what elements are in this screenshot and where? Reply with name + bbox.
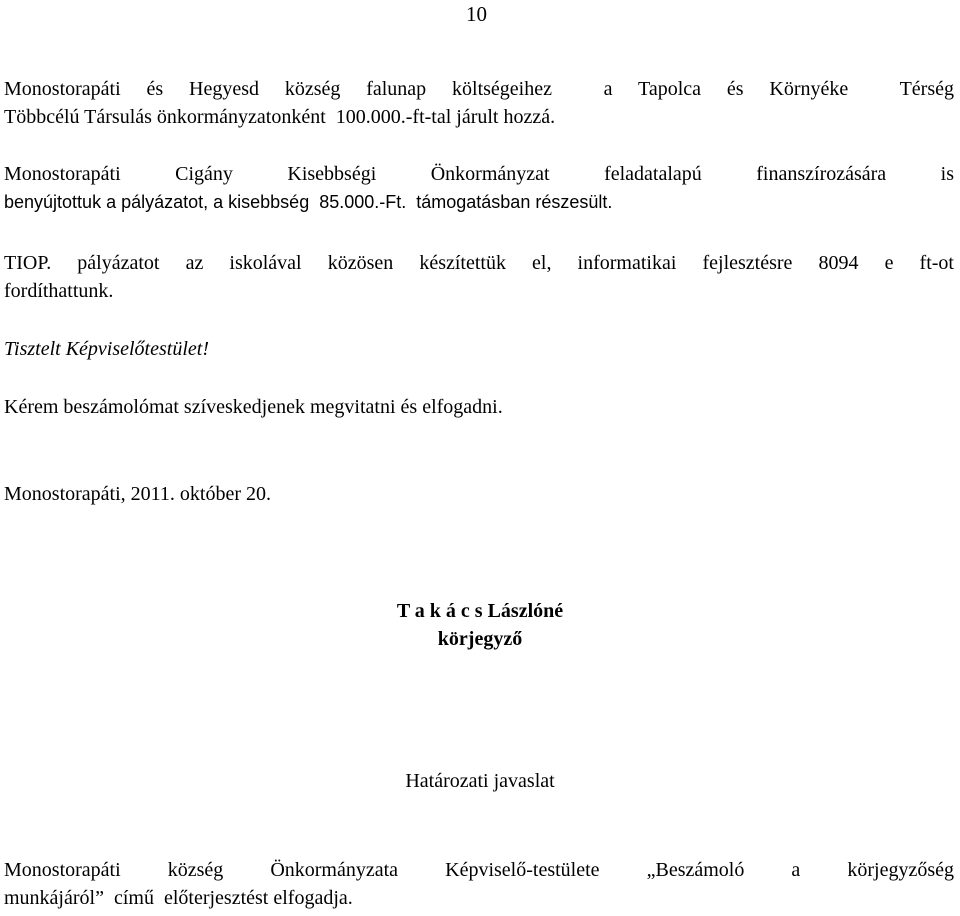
paragraph-kisebbsegi <box>4 160 954 216</box>
signature-name: T a k á c s Lászlóné <box>396 600 564 622</box>
proposal-heading: Határozati javaslat <box>405 770 555 792</box>
paragraph-line: fordíthattunk. <box>4 280 114 302</box>
salutation: Tisztelt Képviselőtestület! <box>4 338 209 360</box>
signature-title: körjegyző <box>437 628 523 650</box>
paragraph-line: Monostorapáti község Önkormányzata Képviselő-testülete „Beszámoló a körjegyzőség <box>4 859 954 881</box>
paragraph-falunap <box>4 75 954 131</box>
paragraph-line: benyújtottuk a pályázatot, a kisebbség 85.000.-Ft. támogatásban részesült. <box>4 192 613 212</box>
date-place: Monostorapáti, 2011. október 20. <box>4 483 272 505</box>
paragraph-line: munkájáról” című előterjesztést elfogadja. <box>4 887 353 909</box>
paragraph-line: TIOP. pályázatot az iskolával közösen készítettük el, informatikai fejlesztésre 8094 e ft-ot <box>4 252 954 274</box>
page-number: 10 <box>466 2 487 26</box>
paragraph-tiop <box>4 249 954 305</box>
paragraph-line: Monostorapáti és Hegyesd község falunap költségeihez a Tapolca és Környéke Térség <box>4 78 954 100</box>
paragraph-line: Monostorapáti Cigány Kisebbségi Önkormányzat feladatalapú finanszírozására is <box>4 163 954 185</box>
proposal-text <box>4 856 954 912</box>
paragraph-line: Többcélú Társulás önkormányzatonként 100.000.-ft-tal járult hozzá. <box>4 106 556 128</box>
request-text: Kérem beszámolómat szíveskedjenek megvitatni és elfogadni. <box>4 396 503 418</box>
